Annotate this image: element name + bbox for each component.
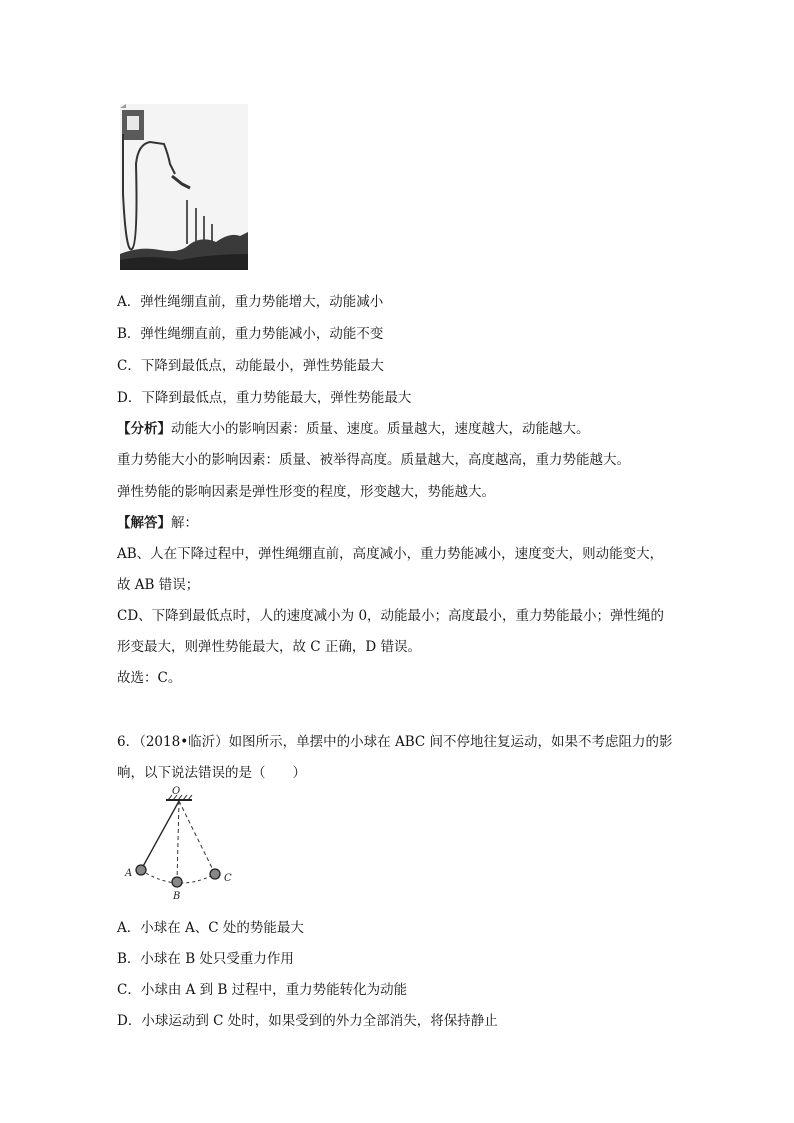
- q5-answer-line2: 故 AB 错误；: [117, 577, 200, 593]
- q5-option-c: C．下降到最低点，动能最小，弹性势能最大: [117, 358, 384, 374]
- ball-a: [136, 865, 146, 875]
- label-o: O: [172, 786, 181, 797]
- q5-answer-line1: AB、人在下降过程中，弹性绳绷直前，高度减小，重力势能减小，速度变大，则动能变大，: [117, 546, 664, 562]
- answer-intro: 解：: [171, 515, 198, 531]
- q5-option-d: D．下降到最低点，重力势能最大，弹性势能最大: [117, 390, 412, 406]
- analysis-text: 动能大小的影响因素：质量、速度。质量越大，速度越大，动能越大。: [171, 421, 590, 437]
- q5-answer-line4: 形变最大，则弹性势能最大，故 C 正确，D 错误。: [117, 639, 422, 655]
- q6-option-b: B．小球在 B 处只受重力作用: [117, 951, 294, 967]
- q5-analysis-line3: 弹性势能的影响因素是弹性形变的程度，形变越大，势能越大。: [117, 484, 495, 500]
- label-c: C: [224, 873, 232, 884]
- q5-analysis-line1: [117, 417, 590, 437]
- label-a: A: [125, 868, 133, 879]
- q5-option-a: A．弹性绳绷直前，重力势能增大，动能减小: [117, 294, 384, 310]
- analysis-tag: 【分析】: [117, 421, 171, 437]
- q6-option-d: D．小球运动到 C 处时，如果受到的外力全部消失，将保持静止: [117, 1013, 498, 1029]
- q5-analysis-line2: 重力势能大小的影响因素：质量、被举得高度。质量越大，高度越高，重力势能越大。: [117, 452, 630, 468]
- q5-answer-line3: CD、下降到最低点时，人的速度减小为 0，动能最小；高度最小，重力势能最小；弹性绳的: [117, 608, 665, 624]
- label-b: B: [173, 891, 181, 902]
- q6-stem-line2: 响，以下说法错误的是（ ）: [117, 765, 306, 781]
- bungee-jump-figure: [120, 104, 248, 270]
- pendulum-figure: [120, 786, 240, 904]
- ball-c: [210, 869, 220, 879]
- q5-option-b: B．弹性绳绷直前，重力势能减小，动能不变: [117, 326, 384, 342]
- answer-tag: 【解答】: [117, 515, 171, 531]
- q6-stem-line1: 6．（2018•临沂）如图所示，单摆中的小球在 ABC 间不停地往复运动，如果不考虑阻力的影: [117, 734, 673, 750]
- q6-option-a: A．小球在 A、C 处的势能最大: [117, 920, 304, 936]
- q5-answer-header: [117, 511, 198, 531]
- q6-option-c: C．小球由 A 到 B 过程中，重力势能转化为动能: [117, 982, 408, 998]
- ball-b: [172, 877, 182, 887]
- q5-answer-line5: 故选：C。: [117, 670, 182, 686]
